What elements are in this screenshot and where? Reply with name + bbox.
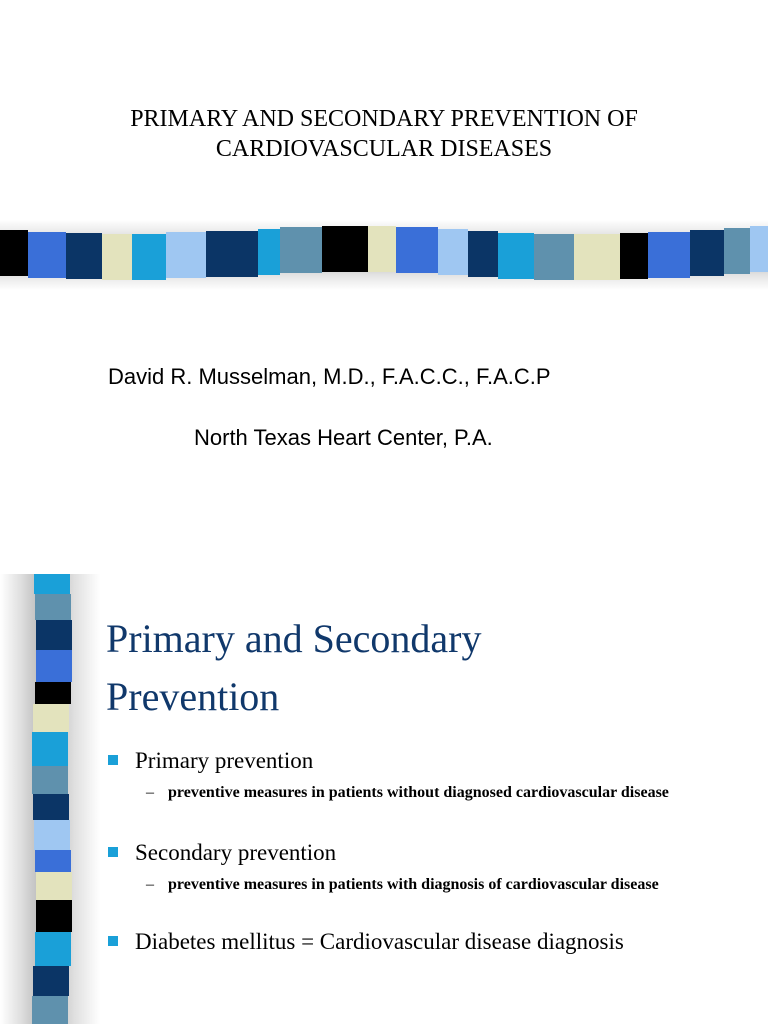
band-square — [280, 227, 322, 273]
band-square — [648, 232, 690, 278]
sub-bullet-text: preventive measures in patients with diagnosis of cardiovascular disease — [168, 876, 659, 893]
bullet-secondary-prevention — [108, 840, 336, 866]
bullet-diabetes — [108, 929, 624, 955]
decorative-color-sidebar — [0, 574, 100, 1024]
sidebar-square — [33, 794, 69, 820]
sidebar-square — [35, 850, 71, 872]
sidebar-square — [33, 704, 69, 732]
sub-bullet-text: preventive measures in patients without diagnosed cardiovascular disease — [168, 784, 669, 801]
sidebar-square — [34, 820, 70, 850]
band-square — [166, 232, 206, 278]
sidebar-square — [36, 900, 72, 932]
band-square — [750, 226, 768, 272]
organization-name: North Texas Heart Center, P.A. — [194, 425, 493, 450]
sidebar-square — [36, 872, 72, 900]
band-square — [620, 233, 648, 279]
bullet-text: Primary prevention — [135, 748, 314, 773]
sidebar-square — [36, 650, 72, 682]
content-slide — [0, 574, 768, 1024]
band-square — [690, 230, 724, 276]
dash-marker: – — [146, 784, 154, 801]
sidebar-square — [32, 996, 68, 1024]
bullet-text: Secondary prevention — [135, 840, 337, 865]
square-bullet-icon — [108, 936, 118, 946]
band-square — [468, 231, 498, 277]
sidebar-square — [33, 966, 69, 996]
band-square — [206, 231, 258, 277]
sub-bullet-secondary — [146, 876, 659, 894]
band-square — [368, 226, 396, 272]
slide-title — [106, 610, 746, 726]
square-bullet-icon — [108, 847, 118, 857]
bullet-text: Diabetes mellitus = Cardiovascular disease diagnosis — [135, 929, 624, 954]
band-square — [258, 229, 280, 275]
sidebar-square — [35, 594, 71, 620]
band-square — [534, 234, 574, 280]
band-square — [0, 230, 28, 276]
dash-marker: – — [146, 876, 154, 893]
band-square — [102, 234, 132, 280]
author-name: David R. Musselman, M.D., F.A.C.C., F.A.C.P — [108, 364, 551, 389]
sidebar-square — [32, 766, 68, 794]
band-square — [66, 233, 102, 279]
title-line-2: CARDIOVASCULAR DISEASES — [215, 136, 553, 162]
bullet-primary-prevention — [108, 748, 313, 774]
band-square — [498, 233, 534, 279]
title-line-1: PRIMARY AND SECONDARY PREVENTION OF — [130, 106, 638, 132]
slide-title-line-1: Primary and Secondary — [106, 616, 482, 661]
band-square — [132, 234, 166, 280]
square-bullet-icon — [108, 755, 118, 765]
band-square — [438, 229, 468, 275]
band-square — [396, 227, 438, 273]
band-square — [574, 234, 620, 280]
band-square — [724, 228, 750, 274]
sidebar-square — [35, 682, 71, 704]
band-square — [28, 232, 66, 278]
sidebar-square — [34, 574, 70, 594]
band-square — [322, 226, 368, 272]
sidebar-square — [32, 732, 68, 766]
slide-title-line-2: Prevention — [106, 674, 280, 719]
sidebar-square — [36, 620, 72, 650]
decorative-color-band — [0, 210, 768, 300]
sub-bullet-primary — [146, 784, 669, 802]
presentation-title — [0, 104, 768, 164]
sidebar-square — [35, 932, 71, 966]
color-band-squares — [0, 210, 768, 300]
